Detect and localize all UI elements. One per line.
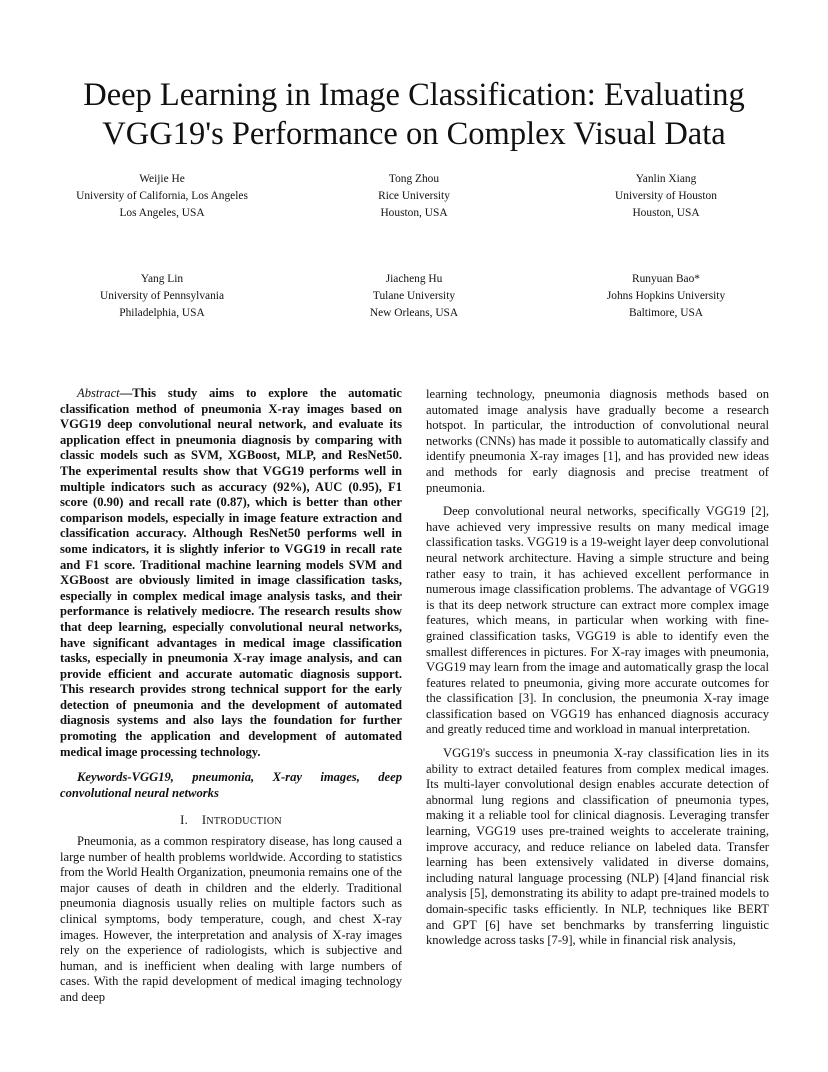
keywords: Keywords-VGG19, pneumonia, X-ray images, deep convolutional neural networks xyxy=(60,770,402,800)
author-location: Baltimore, USA xyxy=(628,307,704,319)
section-number: I. xyxy=(180,813,189,828)
author-location: New Orleans, USA xyxy=(369,307,459,319)
author-affiliation: Tulane University xyxy=(372,290,456,302)
abstract-text: This study aims to explore the automatic classification method of pneumonia X-ray images based on VGG19 deep convolutional neural network, and evaluate its application effect in pneumonia diagnosis by comparing with classic models such as SVM, XGBoost, MLP, and ResNet50. The experimental results show that VGG19 performs well in multiple indicators such as accuracy (92%), AUC (0.95), F1 score (0.90) and recall rate (0.87), which is better than other comparison models, especially in image feature extraction and classification accuracy. Although ResNet50 performs well in some indicators, it is slightly inferior to VGG19 in recall rate and F1 score. Traditional machine learning models SVM and XGBoost are obviously limited in image classification tasks, especially in complex medical image analysis tasks, and their performance is relatively mediocre. The research results show that deep learning, especially convolutional neural networks, have significant advantages in medical image classification tasks, especially in pneumonia X-ray image analysis, and can provide efficient and accurate automatic diagnosis support. This research provides strong technical support for the early detection of pneumonia and the development of automated diagnosis systems and also lays the foundation for further promoting the application and development of automated medical image processing technology. xyxy=(60,386,402,759)
author-name: Tong Zhou xyxy=(388,173,440,185)
author-affiliation: University of Pennsylvania xyxy=(99,290,224,302)
abstract-label: Abstract xyxy=(77,386,120,400)
author-block xyxy=(42,171,282,222)
author-name: Yang Lin xyxy=(140,273,184,285)
author-affiliation: Johns Hopkins University xyxy=(606,290,726,302)
body-paragraph: learning technology, pneumonia diagnosis methods based on automated image analysis have gradually become a research hotspot. In particular, the introduction of convolutional neural networks (CNNs) has made it possible to automatically classify and identify pneumonia X-ray images [1], and has provided new ideas and methods for early diagnosis and precise treatment of pneumonia. xyxy=(426,387,769,495)
left-column xyxy=(60,386,402,1006)
author-name: Weijie He xyxy=(139,173,185,185)
author-location: Houston, USA xyxy=(632,207,700,219)
author-affiliation: University of California, Los Angeles xyxy=(76,190,248,202)
author-block xyxy=(294,271,534,322)
author-location: Philadelphia, USA xyxy=(119,307,205,319)
body-paragraph: Deep convolutional neural networks, specifically VGG19 [2], have achieved very impressive results on many medical image classification tasks. VGG19 is a 19-weight layer deep convolutional neural network architecture. Having a simple structure and being rather easy to train, it has achieved excellent performance in numerous image classification problems. The advantage of VGG19 is that its deep network structure can extract more complex image features, which means, in particular when working with fine-grained classification tasks, VGG19 is able to identify even the smallest differences in pictures. For X-ray images with pneumonia, VGG19 may learn from the image and automatically grasp the local features related to pneumonia, giving more accurate outcomes for the classification [3]. In conclusion, the pneumonia X-ray image classification based on VGG19 has enhanced diagnosis accuracy and greatly reduced time and workload in manual interpretation. xyxy=(426,504,769,737)
author-block xyxy=(546,171,786,222)
body-paragraph: VGG19's success in pneumonia X-ray classification lies in its ability to extract detailed features from complex medical images. Its multi-layer convolutional design enables accurate detection of abnormal lung regions and classification of pneumonia types, making it a reliable tool for clinical diagnosis. Leveraging transfer learning, VGG19 uses pre-trained weights to accelerate training, improve accuracy, and reduce reliance on labeled data. Transfer learning has been extensively validated in diverse domains, including natural language processing (NLP) [4]and financial risk analysis [5], demonstrating its ability to adapt pre-trained models to domain-specific tasks efficiently. In NLP, techniques like BERT and GPT [6] have set benchmarks by transferring linguistic knowledge across tasks [7-9], while in financial risk analysis, xyxy=(426,746,769,948)
section-title-rest: NTRODUCTION xyxy=(206,816,282,828)
author-location: Los Angeles, USA xyxy=(119,207,205,219)
abstract xyxy=(60,386,402,760)
author-name: Runyuan Bao* xyxy=(631,273,701,285)
author-block xyxy=(546,271,786,322)
author-affiliation: University of Houston xyxy=(615,190,717,202)
body-paragraph: Pneumonia, as a common respiratory disease, has long caused a large number of health problems worldwide. According to statistics from the World Health Organization, pneumonia remains one of the major causes of death in children and the elderly. Traditional pneumonia diagnosis usually relies on multiple factors such as clinical symptoms, body temperature, cough, and chest X-ray images. However, the interpretation and analysis of X-ray images rely on the experience of radiologists, which is subjective and human, and is inefficient when dealing with large numbers of cases. With the rapid development of medical imaging technology and deep xyxy=(60,834,402,1004)
author-name: Yanlin Xiang xyxy=(635,173,697,185)
section-heading xyxy=(60,813,402,830)
paper-title: Deep Learning in Image Classification: Evaluating VGG19's Performance on Complex Visual Data xyxy=(83,77,745,152)
author-block xyxy=(294,171,534,222)
author-location: Houston, USA xyxy=(380,207,448,219)
section-title-initial: I xyxy=(201,813,207,828)
abstract-dash: — xyxy=(119,386,133,400)
author-block xyxy=(42,271,282,322)
author-affiliation: Rice University xyxy=(378,190,450,202)
right-column xyxy=(426,387,769,949)
author-name: Jiacheng Hu xyxy=(385,273,443,285)
